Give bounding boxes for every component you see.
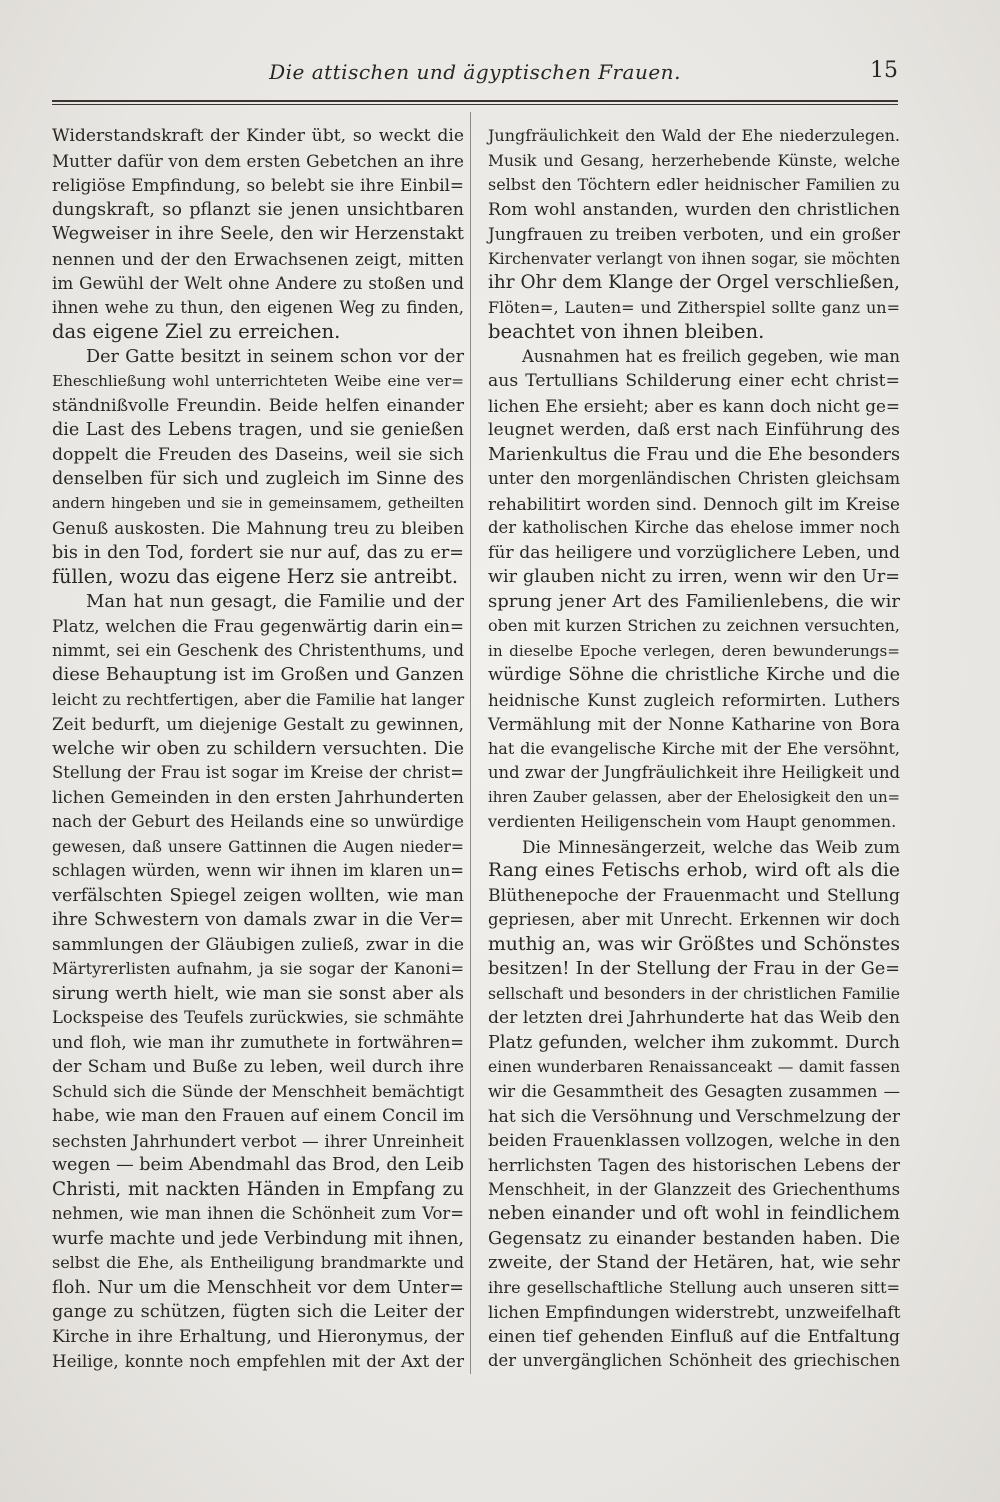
text-line: gepriesen, aber mit Unrecht. Erkennen wir doch <box>488 910 900 929</box>
page-header <box>52 60 898 96</box>
text-line: denselben für sich und zugleich im Sinne des <box>52 469 464 489</box>
text-line: dungskraft, so pflanzt sie jenen unsichtbaren <box>52 199 464 220</box>
text-line: Die Minnesängerzeit, welche das Weib zum <box>522 836 900 857</box>
text-line: hat sich die Versöhnung und Verschmelzung der <box>488 1106 900 1126</box>
text-line: leicht zu rechtfertigen, aber die Familie hat langer <box>52 689 465 709</box>
text-line: Menschheit, in der Glanzzeit des Griechenthums <box>488 1179 900 1199</box>
text-line: wir die Gesammtheit des Gesagten zusammen — <box>488 1081 900 1101</box>
text-line: Eheschließung wohl unterrichteten Weibe eine ver= <box>52 372 464 390</box>
left-column <box>52 124 464 1374</box>
text-line: nimmt, sei ein Geschenk des Christenthums, und <box>52 640 464 660</box>
text-line: wurfe machte und jede Verbindung mit ihnen, <box>52 1228 464 1249</box>
text-line: floh. Nur um die Menschheit vor dem Unter= <box>52 1277 464 1298</box>
text-line: Stellung der Frau ist sogar im Kreise der christ= <box>52 763 464 782</box>
text-line: ihnen wehe zu thun, den eigenen Weg zu finden, <box>52 297 464 317</box>
text-line: Der Gatte besitzt in seinem schon vor der <box>86 346 464 367</box>
text-line: füllen, wozu das eigene Herz sie antreibt. <box>52 565 458 588</box>
text-line: muthig an, was wir Größtes und Schönstes <box>488 933 900 955</box>
text-line: Genuß auskosten. Die Mahnung treu zu bleiben <box>52 518 464 538</box>
text-line: verdienten Heiligenschein vom Haupt genommen. <box>488 812 897 831</box>
text-line: oben mit kurzen Strichen zu zeichnen versuchten, <box>488 616 900 635</box>
text-line: gewesen, daß unsere Gattinnen die Augen nieder= <box>52 837 464 856</box>
text-line: beachtet von ihnen bleiben. <box>488 320 765 343</box>
text-line: im Gewühl der Welt ohne Andere zu stoßen und <box>52 273 464 293</box>
text-line: ihre gesellschaftliche Stellung auch unseren sitt= <box>488 1277 900 1297</box>
text-line: sellschaft und besonders in der christlichen Familie <box>488 984 900 1003</box>
text-line: religiöse Empfindung, so belebt sie ihre Einbil= <box>52 175 464 195</box>
text-line: schlagen würden, wenn wir ihnen im klaren un= <box>52 861 464 880</box>
text-line: wir glauben nicht zu irren, wenn wir den Ur= <box>488 567 900 587</box>
text-line: Musik und Gesang, herzerhebende Künste, welche <box>488 151 900 170</box>
text-line: und zwar der Jungfräulichkeit ihre Heiligkeit und <box>488 763 900 782</box>
text-line: habe, wie man den Frauen auf einem Concil im <box>52 1106 465 1126</box>
text-line: der unvergänglichen Schönheit des griechischen <box>488 1351 900 1370</box>
running-title: Die attischen und ägyptischen Frauen. <box>269 60 681 84</box>
header-rule <box>52 100 898 105</box>
text-line: Jungfrauen zu treiben verboten, und ein großer <box>488 224 900 244</box>
text-line: ihren Zauber gelassen, aber der Ehelosigkeit den un= <box>488 788 900 806</box>
text-line: wegen — beim Abendmahl das Brod, den Leib <box>52 1155 464 1175</box>
text-line: Widerstandskraft der Kinder übt, so weckt die <box>52 126 464 146</box>
text-line: sechsten Jahrhundert verbot — ihrer Unreinheit <box>52 1130 464 1151</box>
text-line: doppelt die Freuden des Daseins, weil sie sich <box>52 444 464 465</box>
text-line: zweite, der Stand der Hetären, hat, wie sehr <box>488 1252 900 1273</box>
text-line: ihr Ohr dem Klange der Orgel verschließen, <box>488 272 900 293</box>
text-line: Blüthenepoche der Frauenmacht und Stellung <box>488 885 900 906</box>
text-line: besitzen! In der Stellung der Frau in der Ge= <box>488 959 900 979</box>
text-line: diese Behauptung ist im Großen und Ganzen <box>52 664 464 685</box>
text-line: der Scham und Buße zu leben, weil durch ihre <box>52 1057 464 1077</box>
text-line: Platz gefunden, welcher ihm zukommt. Durch <box>488 1032 900 1053</box>
text-line: rehabilitirt worden sind. Dennoch gilt im Kreise <box>488 493 900 514</box>
text-line: selbst den Töchtern edler heidnischer Familien zu <box>488 175 900 194</box>
text-line: lichen Ehe ersieht; aber es kann doch nicht ge= <box>488 395 900 416</box>
page-number: 15 <box>870 58 898 83</box>
text-line: Ausnahmen hat es freilich gegeben, wie man <box>522 346 900 366</box>
text-line: aus Tertullians Schilderung einer echt christ= <box>488 371 900 391</box>
text-line: Vermählung mit der Nonne Katharine von Bora <box>488 714 900 734</box>
text-line: leugnet werden, daß erst nach Einführung des <box>488 420 900 440</box>
right-column <box>488 124 900 1374</box>
text-line: Rom wohl anstanden, wurden den christlichen <box>488 199 900 220</box>
text-line: sirung werth hielt, wie man sie sonst aber als <box>52 983 464 1004</box>
text-line: Rang eines Fetischs erhob, wird oft als die <box>488 860 900 881</box>
column-divider <box>470 112 471 1374</box>
text-line: sprung jener Art des Familienlebens, die wir <box>488 590 900 612</box>
text-line: Man hat nun gesagt, die Familie und der <box>86 590 464 612</box>
text-line: der letzten drei Jahrhunderte hat das Weib den <box>488 1008 900 1028</box>
text-line: in dieselbe Epoche verlegen, deren bewunderungs= <box>488 641 900 660</box>
text-line: Märtyrerlisten aufnahm, ja sie sogar der Kanoni= <box>52 959 464 978</box>
text-line: nach der Geburt des Heilands eine so unwürdige <box>52 812 464 831</box>
text-line: nehmen, wie man ihnen die Schönheit zum Vor= <box>52 1204 464 1223</box>
text-line: einen wunderbaren Renaissanceakt — damit fassen <box>488 1058 900 1076</box>
text-line: bis in den Tod, fordert sie nur auf, das zu er= <box>52 542 464 563</box>
text-line: unter den morgenländischen Christen gleichsam <box>488 469 900 488</box>
text-line: würdige Söhne die christliche Kirche und die <box>488 665 900 685</box>
text-line: Kirchenvater verlangt von ihnen sogar, sie möchten <box>488 249 900 268</box>
text-line: andern hingeben und sie in gemeinsamem, getheilten <box>52 494 464 512</box>
text-line: ständnißvolle Freundin. Beide helfen einander <box>52 395 464 416</box>
text-line: lichen Empfindungen widerstrebt, unzweifelhaft <box>488 1302 901 1322</box>
text-line: sammlungen der Gläubigen zuließ, zwar in die <box>52 934 464 955</box>
text-line: und floh, wie man ihr zumuthete in fortwähren= <box>52 1032 464 1052</box>
text-line: die Last des Lebens tragen, und sie genießen <box>52 420 464 440</box>
text-line: Flöten=, Lauten= und Zitherspiel sollte ganz un= <box>488 297 900 317</box>
text-line: lichen Gemeinden in den ersten Jahrhunderten <box>52 787 464 808</box>
text-line: Zeit bedurft, um diejenige Gestalt zu gewinnen, <box>52 714 464 734</box>
text-line: Schuld sich die Sünde der Menschheit bemächtigt <box>52 1081 464 1101</box>
text-line: der katholischen Kirche das ehelose immer noch <box>488 518 900 537</box>
text-line: neben einander und oft wohl in feindlichem <box>488 1203 900 1224</box>
text-line: Wegweiser in ihre Seele, den wir Herzenstakt <box>52 224 464 244</box>
text-line: Mutter dafür von dem ersten Gebetchen an ihre <box>52 150 464 171</box>
text-line: nennen und der den Erwachsenen zeigt, mitten <box>52 248 464 269</box>
text-line: Gegensatz zu einander bestanden haben. Die <box>488 1228 900 1249</box>
text-line: Christi, mit nackten Händen in Empfang zu <box>52 1178 464 1200</box>
text-line: herrlichsten Tagen des historischen Lebens der <box>488 1155 900 1175</box>
text-line: einen tief gehenden Einfluß auf die Entfaltung <box>488 1326 900 1347</box>
text-line: gange zu schützen, fügten sich die Leiter der <box>52 1302 464 1322</box>
text-line: das eigene Ziel zu erreichen. <box>52 320 341 343</box>
text-line: hat die evangelische Kirche mit der Ehe versöhnt, <box>488 738 900 758</box>
text-line: beiden Frauenklassen vollzogen, welche in den <box>488 1130 901 1151</box>
text-line: Heilige, konnte noch empfehlen mit der Axt der <box>52 1351 464 1371</box>
text-line: Jungfräulichkeit den Wald der Ehe niederzulegen. <box>488 126 900 145</box>
text-line: Marienkultus die Frau und die Ehe besonders <box>488 444 900 465</box>
text-line: verfälschten Spiegel zeigen wollten, wie man <box>52 885 464 906</box>
text-line: für das heiligere und vorzüglichere Leben, und <box>488 542 900 563</box>
text-line: ihre Schwestern von damals zwar in die Ver= <box>52 910 464 930</box>
text-line: Lockspeise des Teufels zurückwies, sie schmähte <box>52 1008 464 1027</box>
text-line: Platz, welchen die Frau gegenwärtig darin ein= <box>52 616 464 636</box>
text-line: heidnische Kunst zugleich reformirten. Luthers <box>488 689 900 710</box>
text-line: welche wir oben zu schildern versuchten. Die <box>52 738 464 759</box>
text-line: selbst die Ehe, als Entheiligung brandmarkte und <box>52 1253 464 1272</box>
text-line: Kirche in ihre Erhaltung, und Hieronymus, der <box>52 1326 464 1347</box>
